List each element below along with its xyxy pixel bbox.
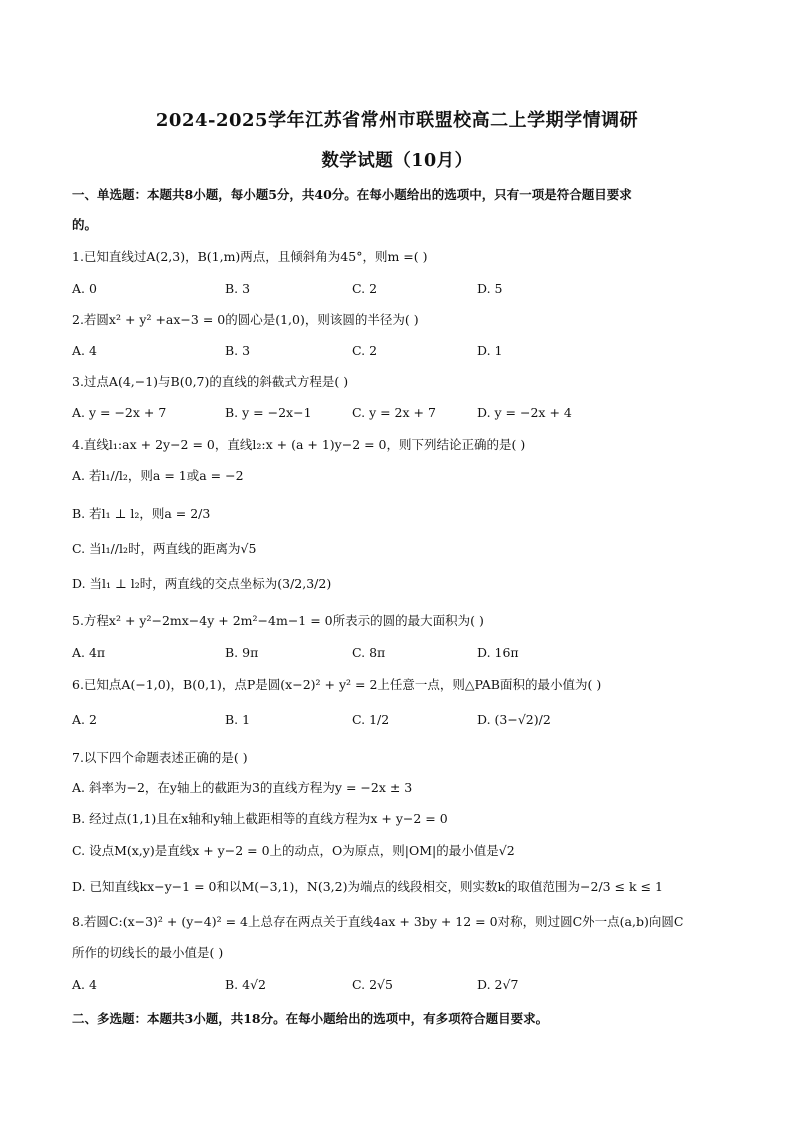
question-1-stem: 1.已知直线过A(2,3)，B(1,m)两点，且倾斜角为45°，则m =( ) <box>72 249 428 264</box>
section2-header: 二、多选题：本题共3小题，共18分。在每小题给出的选项中，有多项符合题目要求。 <box>72 1011 549 1026</box>
exam-subtitle: 数学试题（10月） <box>321 151 473 171</box>
question-8-stem-line2: 所作的切线长的最小值是( ) <box>72 945 224 960</box>
question-1-option-a: A. 0 <box>72 281 97 296</box>
question-1-option-b: B. 3 <box>225 281 251 296</box>
question-8-option-a: A. 4 <box>72 977 97 992</box>
question-2-stem: 2.若圆x² + y² +ax−3 = 0的圆心是(1,0)，则该圆的半径为( ) <box>72 312 419 327</box>
question-2-option-d: D. 1 <box>477 343 503 358</box>
question-4-option-a: A. 若l₁//l₂，则a = 1或a = −2 <box>72 468 244 483</box>
question-8-option-b: B. 4√2 <box>225 977 267 992</box>
question-3-option-c: C. y = 2x + 7 <box>352 405 436 420</box>
exam-title: 2024-2025学年江苏省常州市联盟校高二上学期学情调研 <box>155 110 639 131</box>
question-7-stem: 7.以下四个命题表述正确的是( ) <box>72 750 248 765</box>
question-3-options <box>72 405 732 421</box>
question-4-option-b: B. 若l₁ ⊥ l₂，则a = 2/3 <box>72 506 211 521</box>
question-2-option-a: A. 4 <box>72 343 97 358</box>
question-7-option-a: A. 斜率为−2，在y轴上的截距为3的直线方程为y = −2x ± 3 <box>72 780 413 795</box>
section1-header-line1: 一、单选题：本题共8小题，每小题5分，共40分。在每小题给出的选项中，只有一项是符合题目要求 <box>72 187 632 202</box>
question-6-options <box>72 712 732 728</box>
question-2-option-b: B. 3 <box>225 343 251 358</box>
question-6-stem: 6.已知点A(−1,0)，B(0,1)，点P是圆(x−2)² + y² = 2上任意一点，则△PAB面积的最小值为( ) <box>72 677 602 692</box>
question-3-option-b: B. y = −2x−1 <box>225 405 312 420</box>
question-3-option-d: D. y = −2x + 4 <box>477 405 572 420</box>
question-2-options <box>72 343 732 359</box>
question-5-options <box>72 645 732 661</box>
question-1-option-c: C. 2 <box>352 281 378 296</box>
question-5-stem: 5.方程x² + y²−2mx−4y + 2m²−4m−1 = 0所表示的圆的最大面积为( ) <box>72 613 484 628</box>
question-8-option-d: D. 2√7 <box>477 977 519 992</box>
question-8-stem-line1: 8.若圆C:(x−3)² + (y−4)² = 4上总存在两点关于直线4ax + 3by + 12 = 0对称，则过圆C外一点(a,b)向圆C <box>72 914 684 929</box>
question-4-option-c: C. 当l₁//l₂时，两直线的距离为√5 <box>72 541 257 556</box>
question-4-option-d: D. 当l₁ ⊥ l₂时，两直线的交点坐标为(3/2,3/2) <box>72 576 332 591</box>
question-8-option-c: C. 2√5 <box>352 977 393 992</box>
question-6-option-b: B. 1 <box>225 712 251 727</box>
question-8-options <box>72 977 732 993</box>
question-6-option-c: C. 1/2 <box>352 712 390 727</box>
question-5-option-a: A. 4π <box>72 645 106 660</box>
question-5-option-b: B. 9π <box>225 645 259 660</box>
question-6-option-a: A. 2 <box>72 712 97 727</box>
question-5-option-d: D. 16π <box>477 645 519 660</box>
section1-header-line2: 的。 <box>72 217 98 232</box>
question-1-option-d: D. 5 <box>477 281 503 296</box>
question-6-option-d: D. (3−√2)/2 <box>477 712 551 727</box>
question-5-option-c: C. 8π <box>352 645 386 660</box>
question-3-option-a: A. y = −2x + 7 <box>72 405 167 420</box>
question-7-option-c: C. 设点M(x,y)是直线x + y−2 = 0上的动点，O为原点，则|OM|的最小值是√2 <box>72 843 515 858</box>
question-7-option-d: D. 已知直线kx−y−1 = 0和以M(−3,1)，N(3,2)为端点的线段相交，则实数k的取值范围为−2/3 ≤ k ≤ 1 <box>72 879 663 894</box>
question-7-option-b: B. 经过点(1,1)且在x轴和y轴上截距相等的直线方程为x + y−2 = 0 <box>72 811 448 826</box>
question-2-option-c: C. 2 <box>352 343 378 358</box>
question-3-stem: 3.过点A(4,−1)与B(0,7)的直线的斜截式方程是( ) <box>72 374 349 389</box>
question-1-options <box>72 281 732 297</box>
question-4-stem: 4.直线l₁:ax + 2y−2 = 0，直线l₂:x + (a + 1)y−2 = 0，则下列结论正确的是( ) <box>72 437 526 452</box>
